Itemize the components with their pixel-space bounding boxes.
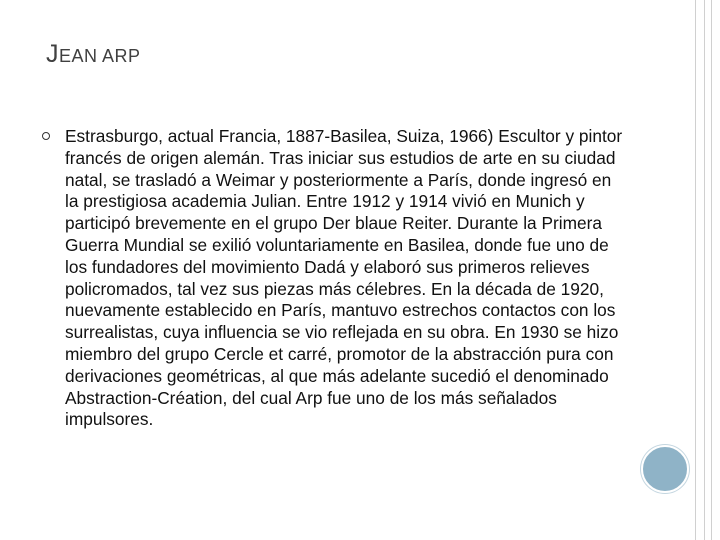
title-rest: EAN ARP [59, 46, 141, 66]
decorative-rule [695, 0, 696, 540]
body-paragraph: Estrasburgo, actual Francia, 1887-Basilea, Suiza, 1966) Escultor y pintor francés de origen alemán. Tras iniciar sus estudios de arte en su ciudad natal, se trasladó a Weimar y posteriormente a París, donde ingresó en la prestigiosa academia Julian. Entre 1912 y 1914 vivió en Munich y participó brevemente en el grupo Der blaue Reiter. Durante la Primera Guerra Mundial se exilió voluntariamente en Basilea, donde fue uno de los fundadores del movimiento Dadá y elaboró sus primeros relieves policromados, tal vez sus piezas más célebres. En la década de 1920, nuevamente establecido en París, mantuvo estrechos contactos con los surrealistas, cuya influencia se vio reflejada en su obra. En 1930 se hizo miembro del grupo Cercle et carré, promotor de la abstracción pura con derivaciones geométricas, al que más adelante sucedió el denominado Abstraction-Création, del cual Arp fue uno de los más señalados impulsores. [65, 126, 623, 430]
decorative-rule [711, 0, 712, 540]
decorative-circle-icon [641, 445, 689, 493]
bullet-circle-icon [42, 132, 50, 140]
slide-title [46, 40, 141, 69]
decorative-rule [704, 0, 705, 540]
title-initial: J [46, 40, 59, 68]
